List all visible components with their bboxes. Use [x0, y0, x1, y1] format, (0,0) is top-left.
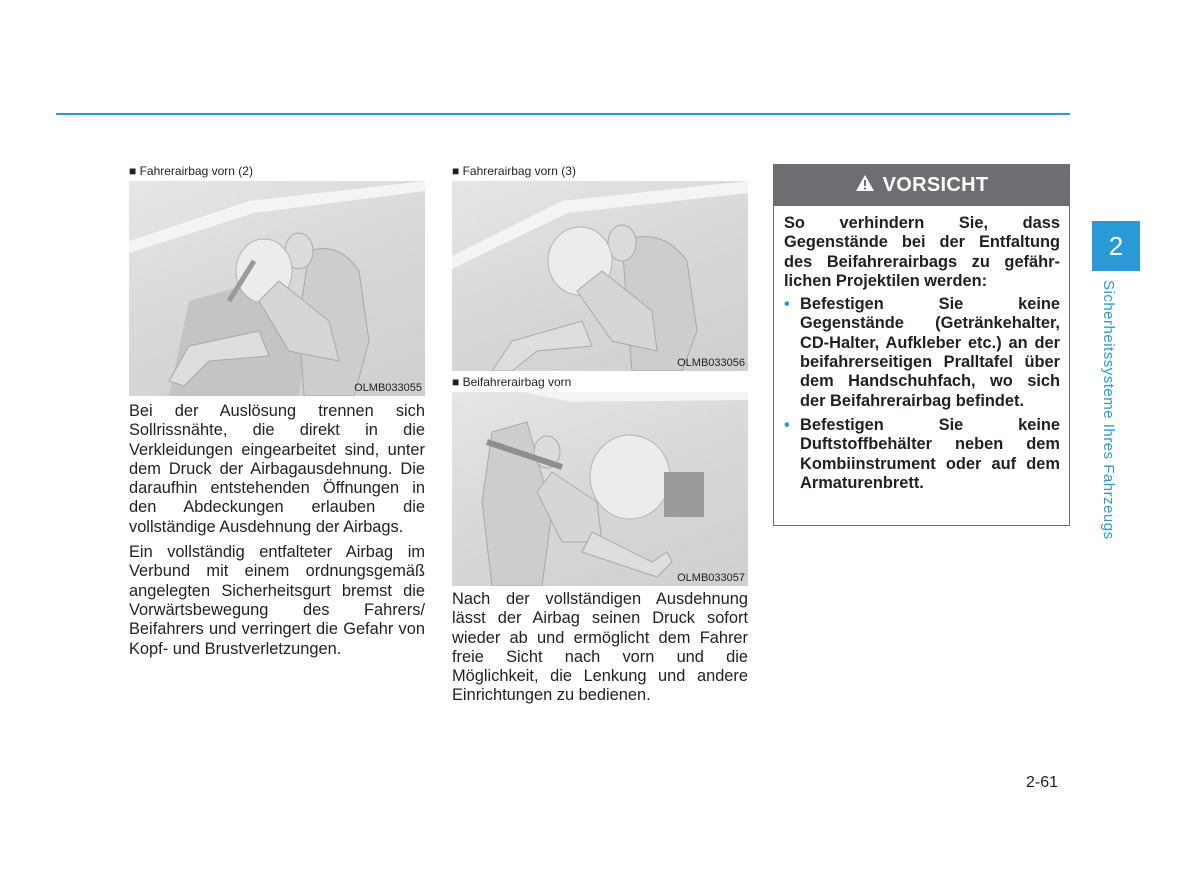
caution-item — [784, 416, 1060, 493]
driver-airbag-illustration-2 — [129, 181, 425, 396]
caution-item-text: Befestigen Sie keine Duftstoffbehälter neben dem Kombiinstrument oder auf dem Armaturenbrett. — [800, 415, 1060, 492]
caution-box — [773, 164, 1070, 526]
bullet-icon: • — [784, 415, 790, 434]
bullet-icon: • — [784, 295, 790, 314]
header-rule — [56, 113, 1070, 115]
passenger-airbag-drawing — [452, 392, 748, 586]
caution-header — [774, 165, 1069, 206]
body-paragraph: Ein vollständig entfalteter Airbag im Verbund mit einem ordnungsgemäß angelegten Sicherheitsgurt bremst die Vorwärtsbewegung des Fahrers/ Beifahrers und verringert die Gefahr von Kopf- und Brustverletzungen. — [129, 543, 425, 658]
driver-airbag-drawing — [452, 181, 748, 371]
body-paragraph: Bei der Auslösung trennen sich Sollrissnähte, die direkt in die Verkleidungen eingearbeitet sind, unter dem Druck der Airbagausdehnung. Die daraufhin entstehenden Öffnungen in den Abdeckungen erlauben die vollständige Ausdehnung der Airbags. — [129, 402, 425, 536]
left-column — [129, 164, 425, 659]
figure-code: OLMB033057 — [677, 572, 745, 584]
figure-caption: ■ Beifahrerairbag vorn — [452, 375, 572, 389]
chapter-title: Sicherheitssysteme Ihres Fahrzeugs — [1100, 280, 1117, 540]
figure-caption: ■ Fahrerairbag vorn (2) — [129, 164, 253, 178]
figure-caption: ■ Fahrerairbag vorn (3) — [452, 164, 576, 178]
passenger-airbag-illustration — [452, 392, 748, 586]
driver-airbag-illustration-3 — [452, 181, 748, 371]
middle-column — [452, 164, 748, 706]
driver-airbag-drawing — [129, 181, 425, 396]
caution-item-text: Befestigen Sie keine Gegenstände (Getränkehalter, CD-Halter, Aufkleber etc.) an der beifahrerseitigen Pralltafel über dem Handschuhfach, wo sich der Beifahrerairbag befindet. — [800, 295, 1060, 410]
chapter-number-tab: 2 — [1092, 221, 1140, 271]
warning-triangle-icon — [855, 174, 875, 198]
figure-code: OLMB033056 — [677, 357, 745, 369]
caution-item — [784, 295, 1060, 411]
body-paragraph: Nach der vollständigen Ausdehnung lässt der Airbag seinen Druck sofort wieder ab und ermöglicht dem Fahrer freie Sicht nach vorn und die Möglichkeit, die Lenkung und andere Einrichtungen zu bedienen. — [452, 590, 748, 705]
caution-title: VORSICHT — [882, 174, 989, 196]
caution-intro: So verhindern Sie, dass Gegenstände bei der Entfaltung des Beifahrerairbags zu gefährlichen Projektilen werden: — [784, 214, 1060, 290]
page-number: 2-61 — [1026, 774, 1059, 791]
figure-code: OLMB033055 — [354, 382, 422, 394]
